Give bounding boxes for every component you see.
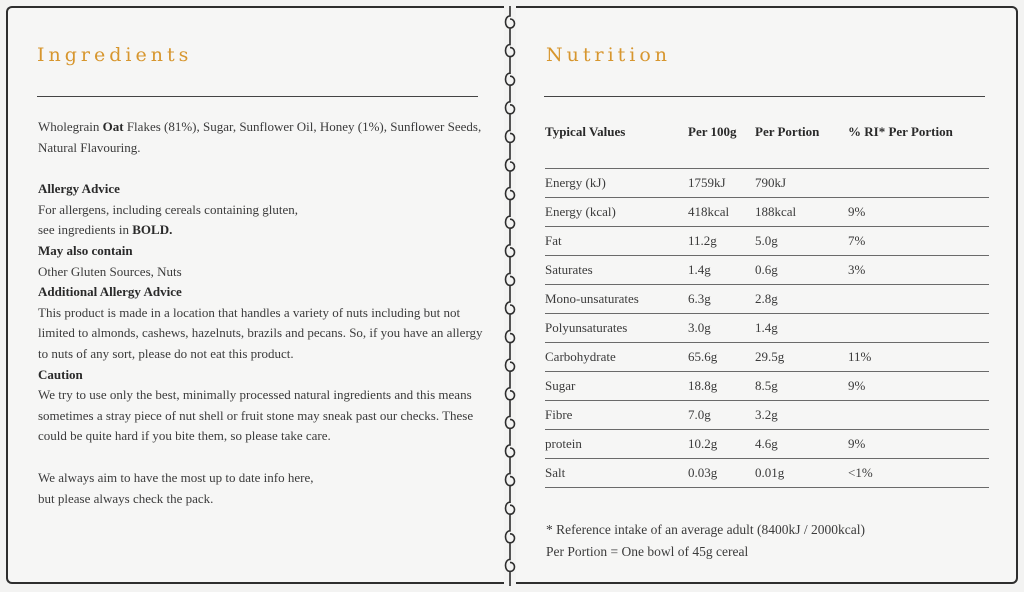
per-100g-value: 0.03g [688, 459, 755, 488]
nutrient-name: Carbohydrate [545, 343, 688, 372]
per-portion-value: 790kJ [755, 169, 848, 198]
nutrient-name: Energy (kcal) [545, 198, 688, 227]
header-per-portion: Per Portion [755, 124, 820, 139]
per-portion-value: 2.8g [755, 285, 848, 314]
table-row [545, 314, 989, 343]
ri-value: 7% [848, 227, 989, 256]
closing-line2: but please always check the pack. [38, 490, 214, 506]
spiral-rings [506, 6, 515, 586]
ri-value: <1% [848, 459, 989, 488]
allergy-advice-heading: Allergy Advice [38, 181, 120, 197]
ri-value [848, 314, 989, 343]
ri-value: 9% [848, 430, 989, 459]
nutrient-name: Fibre [545, 401, 688, 430]
nutrition-table [545, 116, 989, 488]
per-100g-value: 6.3g [688, 285, 755, 314]
per-portion-value: 0.01g [755, 459, 848, 488]
per-100g-value: 1.4g [688, 256, 755, 285]
table-row [545, 227, 989, 256]
table-row [545, 372, 989, 401]
per-100g-value: 65.6g [688, 343, 755, 372]
spiral-binding [503, 4, 517, 588]
nutrient-name: Polyunsaturates [545, 314, 688, 343]
nutrient-name: Fat [545, 227, 688, 256]
table-row [545, 459, 989, 488]
ri-value [848, 169, 989, 198]
ri-value [848, 285, 989, 314]
caution-heading: Caution [38, 366, 83, 382]
nutrition-footnotes [546, 519, 865, 562]
per-portion-value: 29.5g [755, 343, 848, 372]
per-100g-value: 1759kJ [688, 169, 755, 198]
caution-text: We try to use only the best, minimally processed natural ingredients and this means sometimes a stray piece of nut shell or fruit stone may sneak past our checks. These could be quite hard if you bite them, so please take care. [38, 387, 474, 444]
ri-value: 11% [848, 343, 989, 372]
ingredients-content [38, 117, 484, 509]
nutrition-divider [544, 96, 985, 97]
table-row [545, 256, 989, 285]
nutrient-name: Sugar [545, 372, 688, 401]
nutrient-name: Salt [545, 459, 688, 488]
table-row [545, 430, 989, 459]
per-100g-value: 7.0g [688, 401, 755, 430]
ri-value [848, 401, 989, 430]
per-100g-value: 11.2g [688, 227, 755, 256]
per-portion-value: 1.4g [755, 314, 848, 343]
ri-value: 3% [848, 256, 989, 285]
nutrition-title: Nutrition [546, 44, 672, 66]
per-100g-value: 10.2g [688, 430, 755, 459]
may-contain-text: Other Gluten Sources, Nuts [38, 263, 182, 279]
nutrition-header-row [545, 116, 989, 169]
additional-allergy-text: This product is made in a location that handles a variety of nuts including but not limited to almonds, cashews, hazelnuts, brazils and pecans. So, if you have an allergy to nuts of any sort, please do not eat this product. [38, 304, 483, 361]
closing-line1: We always aim to have the most up to date info here, [38, 469, 314, 485]
ingredients-divider [37, 96, 478, 97]
table-row [545, 401, 989, 430]
per-portion-value: 8.5g [755, 372, 848, 401]
allergy-advice-line1: For allergens, including cereals containing gluten, [38, 201, 299, 217]
header-per-100g: Per 100g [688, 124, 737, 139]
per-portion-value: 5.0g [755, 227, 848, 256]
per-portion-value: 4.6g [755, 430, 848, 459]
ingredients-list: Wholegrain Oat Flakes (81%), Sugar, Sunflower Oil, Honey (1%), Sunflower Seeds, Natural Flavouring. [38, 119, 482, 155]
nutrient-name: Mono-unsaturates [545, 285, 688, 314]
table-row [545, 198, 989, 227]
portion-note: Per Portion = One bowl of 45g cereal [546, 543, 749, 559]
table-row [545, 169, 989, 198]
nutrient-name: Saturates [545, 256, 688, 285]
additional-allergy-heading: Additional Allergy Advice [38, 284, 182, 300]
reference-intake-note: * Reference intake of an average adult (8400kJ / 2000kcal) [546, 522, 865, 537]
table-row [545, 285, 989, 314]
allergy-advice-line2: see ingredients in BOLD. [38, 222, 173, 238]
per-100g-value: 3.0g [688, 314, 755, 343]
header-ri-per-portion: % RI* Per Portion [848, 124, 953, 139]
ingredients-title: Ingredients [37, 44, 193, 66]
ri-value: 9% [848, 198, 989, 227]
per-portion-value: 0.6g [755, 256, 848, 285]
nutrient-name: protein [545, 430, 688, 459]
table-row [545, 343, 989, 372]
per-portion-value: 3.2g [755, 401, 848, 430]
may-contain-heading: May also contain [38, 242, 133, 258]
per-portion-value: 188kcal [755, 198, 848, 227]
ri-value: 9% [848, 372, 989, 401]
header-typical-values: Typical Values [545, 124, 626, 139]
nutrient-name: Energy (kJ) [545, 169, 688, 198]
per-100g-value: 418kcal [688, 198, 755, 227]
per-100g-value: 18.8g [688, 372, 755, 401]
